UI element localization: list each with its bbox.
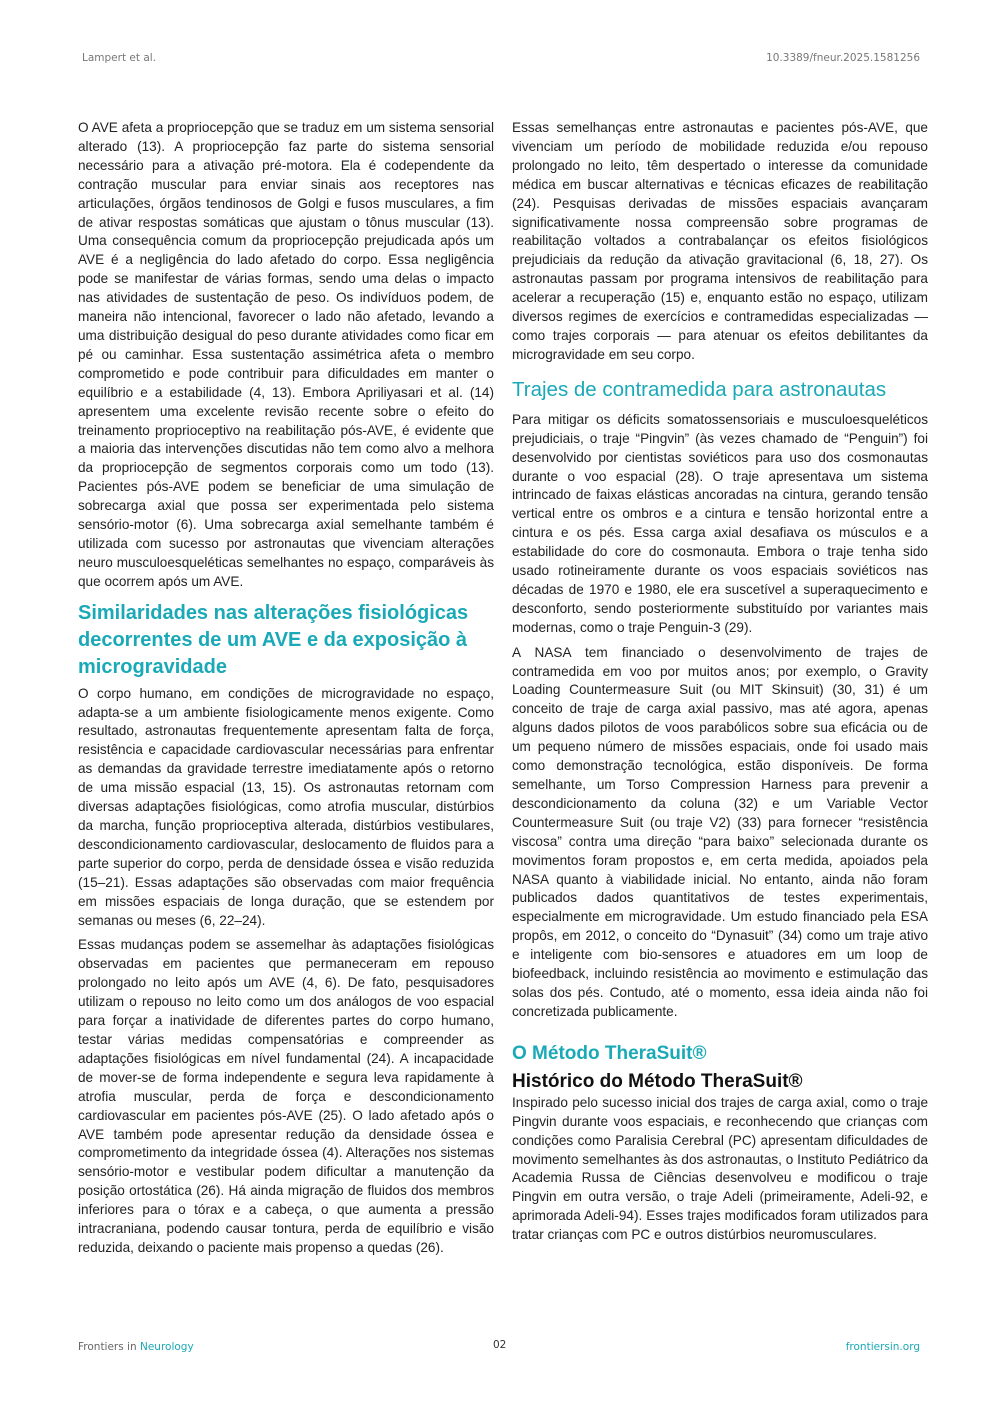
journal-prefix: Frontiers in: [78, 1341, 140, 1353]
paragraph-therasuit-history: Inspirado pelo sucesso inicial dos trajes de carga axial, como o traje Pingvin durante voos espaciais, e reconhecendo que crianças com condições como Paralisia Cerebral (PC) apresentam dificuldades de movimento semelhantes às dos astronautas, o Instituto Pediátrico da Academia Russa de Ciências desenvolveu e modificou o traje Pingvin em outra versão, o traje Adeli (primeiramente, Adeli-92, e aprimorada Adeli-94). Esses trajes modificados foram utilizados para tratar crianças com PC e outros distúrbios neuromusculares.: [512, 1094, 928, 1243]
doi-link[interactable]: 10.3389/fneur.2025.1581256: [766, 52, 920, 64]
subsection-heading-therasuit-history: Histórico do Método TheraSuit®: [512, 1070, 803, 1092]
journal-logo: [78, 1341, 194, 1353]
section-heading-countermeasure-suits: Trajes de contramedida para astronautas: [512, 377, 887, 401]
paragraph-microgravity-adaptations: O corpo humano, em condições de microgravidade no espaço, adapta-se a um ambiente fisiologicamente menos exigente. Como resultado, astronautas frequentemente apresentam falta de força, resistência e capacidade cardiovascular necessárias para enfrentar as demandas da gravidade terrestre imediatamente após o retorno de uma missão espacial (13, 15). Os astronautas retornam com diversas adaptações fisiológicas, como atrofia muscular, distúrbios da marcha, função proprioceptiva alterada, distúrbios vestibulares, descondicionamento cardiovascular, deslocamento de fluidos para a parte superior do corpo, perda de densidade óssea e visão reduzida (15–21). Essas adaptações são observadas com maior frequência em missões espaciais de longa duração, que se estendem por semanas ou meses (6, 22–24).: [78, 685, 494, 928]
running-header: [82, 52, 920, 68]
section-heading-therasuit-method: O Método TheraSuit®: [512, 1042, 707, 1064]
right-column: [512, 119, 928, 1251]
paragraph-nasa-suits: A NASA tem financiado o desenvolvimento de trajes de contramedida em voo por muitos anos; por exemplo, o Gravity Loading Countermeasure Suit (ou MIT Skinsuit) (30, 31) é um conceito de traje de carga axial passivo, mas até agora, apenas alguns dados pilotos de voos parabólicos sobre sua eficácia ou de um pequeno número de missões espaciais, onde foi usado mais como demonstração tecnológica, estão disponíveis. De forma semelhante, um Torso Compression Harness para prevenir a descondicionamento da coluna (32) e um Variable Vector Countermeasure Suit (ou traje V2) (33) para fornecer “resistência viscosa” contra uma direção “para baixo” selecionada durante os movimentos foram propostos e, em certa medida, apoiados pela NASA quanto à viabilidade inicial. No entanto, ainda não foram publicados dados quantitativos de testes experimentais, especialmente em microgravidade. Um estudo financiado pela ESA propôs, em 2012, o conceito do “Dynasuit” (34) como um traje ativo e inteligente com bio-sensores e atuadores em um loop de biofeedback, incluindo resistência ao movimento e estimulação das solas dos pés. Contudo, até o momento, essa ideia ainda não foi concretizada publicamente.: [512, 644, 928, 1019]
author-running-head: Lampert et al.: [82, 52, 157, 64]
page-number: 02: [493, 1339, 507, 1351]
journal-name: Neurology: [139, 1341, 194, 1353]
paragraph-bed-rest: Essas mudanças podem se assemelhar às adaptações fisiológicas observadas em pacientes que permaneceram em repouso prolongado no leito após um AVE (4, 6). De fato, pesquisadores utilizam o repouso no leito como um dos análogos de voo espacial para forçar a inatividade de diferentes partes do corpo humano, testar várias medidas compensatórias e compreender as adaptações fisiológicas em nível fundamental (24). A incapacidade de mover-se de forma independente e segura leva rapidamente à atrofia muscular, perda de força e descondicionamento cardiovascular em pacientes pós-AVE (25). O lado afetado após o AVE também pode apresentar redução da densidade óssea e comprometimento da integridade óssea (4). Alterações nos sistemas sensório-motor e vestibular podem dificultar a manutenção da posição ortostática (26). Há ainda migração de fluidos dos membros inferiores para o tórax e a cabeça, o que aumenta a pressão intracraniana, podendo causar tontura, perda de equilíbrio e visão reduzida, deixando o paciente mais propenso a quedas (26).: [78, 937, 494, 1255]
section-heading-similarities: Similaridades nas alterações fisiológicas decorrentes de um AVE e da exposição à microgravidade: [78, 601, 469, 678]
paragraph-pingvin-suit: Para mitigar os déficits somatossensoriais e musculoesqueléticos prejudiciais, o traje “Pingvin” (às vezes chamado de “Penguin”) foi desenvolvido por cientistas soviéticos para uso dos cosmonautas durante o voo espacial (28). O traje apresentava um sistema intrincado de faixas elásticas ancoradas na cintura, gerando tensão vertical entre os ombros e a cintura e tensão horizontal entre a cintura e os pés. Essa carga axial desafiava os músculos e a estabilidade do core do cosmonauta. Embora o traje tenha sido usado rotineiramente durante os voos espaciais soviéticos nas décadas de 1970 e 1980, ele era suscetível a superaquecimento e desconforto, sendo posteriormente substituído por variantes mais modernas, como o traje Penguin-3 (29).: [512, 411, 928, 635]
paragraph-proprioception: O AVE afeta a propriocepção que se traduz em um sistema sensorial alterado (13). A propriocepção faz parte do sistema sensorial necessário para a ativação pré-motora. Ela é codependente da contração muscular para enviar sinais aos receptores nas articulações, órgãos tendinosos de Golgi e fusos musculares, a fim de ativar respostas somáticas que ajustam o tônus muscular (13). Uma consequência comum da propriocepção prejudicada após um AVE é a negligência do lado afetado do corpo. Essa negligência pode se manifestar de várias formas, sendo uma delas o impacto nas atividades de sustentação de peso. Os indivíduos podem, de maneira não intencional, favorecer o lado não afetado, levando a uma distribuição desigual do peso durante atividades como ficar em pé ou caminhar. Essa sustentação assimétrica afeta o membro comprometido e pode contribuir para dificuldades em manter o equilíbrio e a estabilidade (4, 13). Embora Apriliyasari et al. (14) apresentem uma excelente revisão recente sobre o efeito do treinamento proprioceptivo na reabilitação pós-AVE, é evidente que a maioria das intervenções discutidas não tem como alvo a melhora da propriocepção de segmentos corporais como um todo (13). Pacientes pós-AVE podem se beneficiar de uma simulação de sobrecarga axial que possa ser experimentada pelo sistema sensório-motor (6). Uma sobrecarga axial semelhante também é utilizada com sucesso por astronautas que vivenciam alterações neuro musculoesqueléticas semelhantes no espaço, comparáveis às que ocorrem após um AVE.: [78, 120, 494, 589]
left-column: [78, 119, 494, 1264]
page-footer: [78, 1341, 920, 1357]
site-link[interactable]: frontiersin.org: [845, 1341, 920, 1353]
paragraph-similarities-astronauts: Essas semelhanças entre astronautas e pacientes pós-AVE, que vivenciam um período de mobilidade reduzida e/ou repouso prolongado no leito, têm despertado o interesse da comunidade médica em buscar alternativas e técnicas eficazes de reabilitação (24). Pesquisas derivadas de missões espaciais avançaram significativamente nossa compreensão sobre programas de reabilitação voltados a contrabalançar os efeitos fisiológicos prejudiciais da redução da ativação gravitacional (6, 18, 27). Os astronautas passam por programa intensivos de reabilitação para acelerar a recuperação (15) e, enquanto estão no espaço, utilizam diversos regimes de exercícios e contramedidas especializadas — como trajes corporais — para atenuar os efeitos debilitantes da microgravidade em seu corpo.: [512, 120, 928, 362]
